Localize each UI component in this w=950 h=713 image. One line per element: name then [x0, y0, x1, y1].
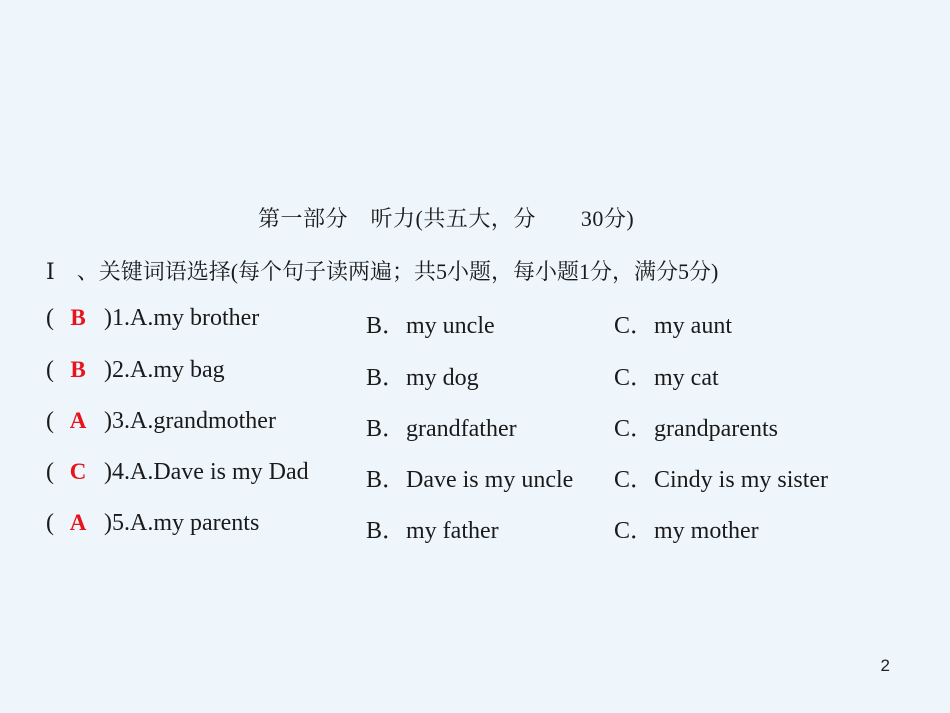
paren-open: ( — [46, 510, 54, 536]
option-b: B．my dog — [366, 365, 479, 391]
page-number: 2 — [880, 656, 890, 675]
option-c: C．grandparents — [614, 416, 778, 442]
option-a: )4.A.Dave is my Dad — [104, 459, 309, 485]
answer-mark: C — [69, 459, 87, 484]
option-c: C．my mother — [614, 518, 759, 544]
option-a: )3.A.grandmother — [104, 408, 276, 434]
part-title: 第一部分 听力(共五大，分 30分) — [258, 206, 635, 231]
option-b: B．my father — [366, 518, 499, 544]
section-title: Ⅰ 、关键词语选择(每个句子读两遍；共5小题，每小题1分，满分5分) — [46, 259, 719, 284]
paren-open: ( — [46, 357, 54, 383]
option-a: )1.A.my brother — [104, 305, 260, 331]
option-a: )5.A.my parents — [104, 510, 260, 536]
answer-mark: B — [70, 305, 86, 330]
option-b: B．grandfather — [366, 416, 517, 442]
answer-mark: B — [70, 357, 86, 382]
paren-open: ( — [46, 408, 54, 434]
question-row — [0, 357, 950, 397]
question-row — [0, 305, 950, 345]
question-row — [0, 459, 950, 499]
answer-mark: A — [69, 408, 87, 433]
option-b: B．Dave is my uncle — [366, 467, 574, 493]
answer-mark: A — [69, 510, 87, 535]
paren-open: ( — [46, 459, 54, 485]
option-a: )2.A.my bag — [104, 357, 225, 383]
question-row — [0, 408, 950, 448]
option-c: C．Cindy is my sister — [614, 467, 829, 493]
question-row — [0, 510, 950, 550]
option-c: C．my cat — [614, 365, 719, 391]
option-c: C．my aunt — [614, 313, 732, 339]
option-b: B．my uncle — [366, 313, 495, 339]
paren-open: ( — [46, 305, 54, 331]
